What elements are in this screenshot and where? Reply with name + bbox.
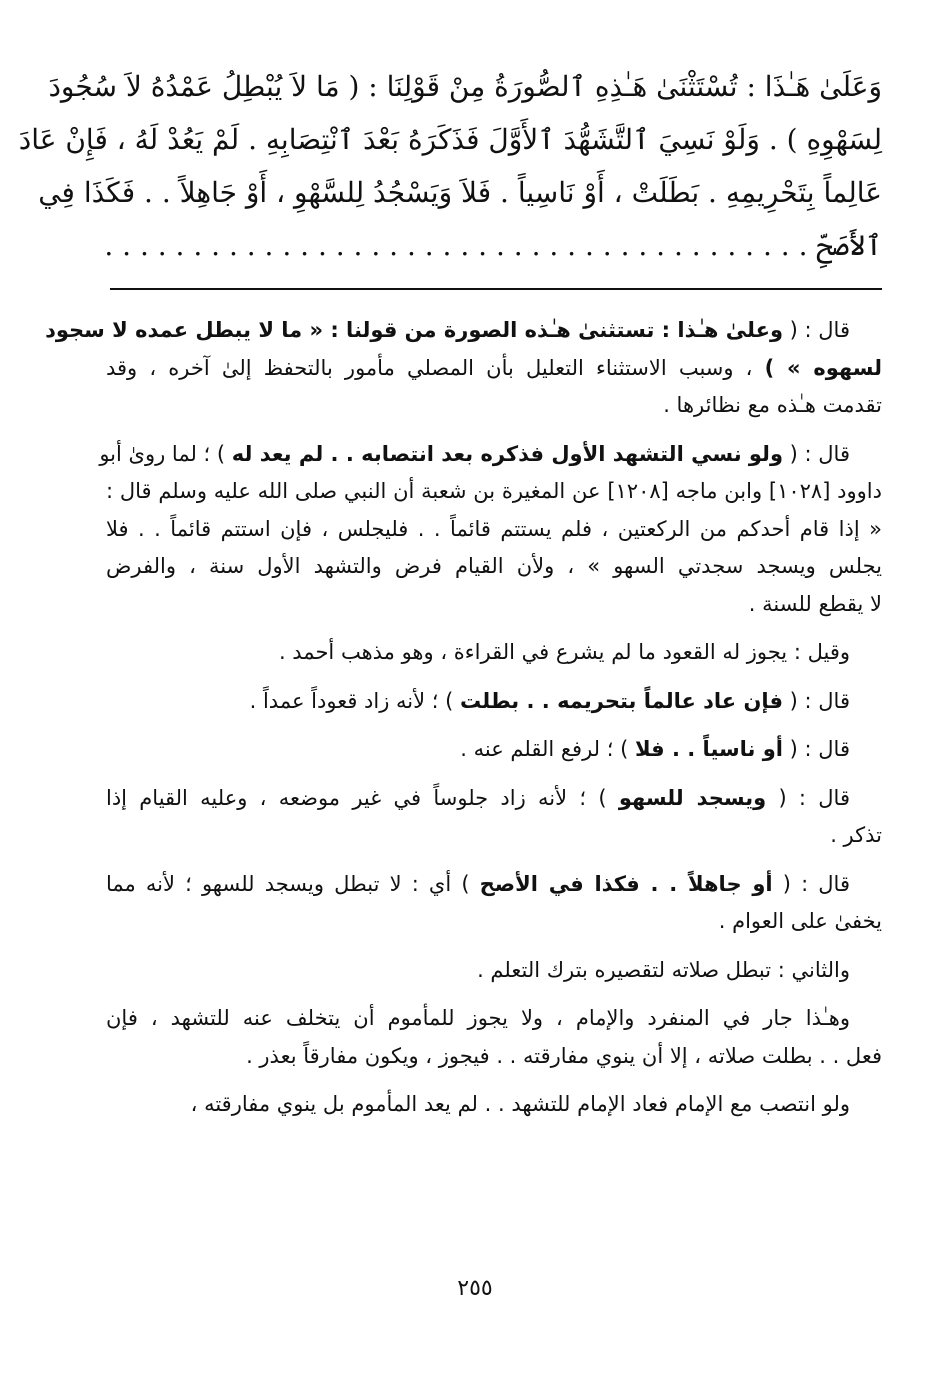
matn-line: عَالِماً بِتَحْرِيمِهِ . بَطَلَتْ ، أَوْ نَاسِياً . فَلاَ وَيَسْجُدُ لِلسَّهْوِ ، أَوْ جَاهِلاً . . فَكَذَا فِي: [38, 176, 882, 209]
commentary-line: داوود [١٠٢٨] وابن ماجه [١٢٠٨] عن المغيرة بن شعبة أن النبي صلى الله عليه وسلم قال :: [106, 479, 882, 503]
matn-quote: وعلىٰ هـٰذا : تستثنىٰ هـٰذه الصورة من قولنا : « ما لا يبطل عمده لا سجود: [45, 318, 783, 342]
commentary-block: [45, 312, 882, 1124]
commentary-line: وقيل : يجوز له القعود ما لم يشرع في القراءة ، وهو مذهب أحمد .: [278, 640, 850, 664]
text-segment: قال : (: [783, 318, 850, 342]
matn-quote: لسهوه » ): [764, 355, 882, 380]
commentary-line: يخفىٰ على العوام .: [718, 909, 882, 933]
commentary-paragraph: [106, 866, 882, 941]
text-segment: ) ؛ لما رویٰ أبو: [99, 441, 232, 466]
commentary-paragraph: [106, 683, 882, 721]
commentary-line: لا يقطع للسنة .: [748, 591, 882, 616]
text-segment: قال : (: [783, 441, 850, 466]
page-number: ٢٥٥: [457, 1276, 493, 1301]
text-segment: قال : (: [783, 737, 850, 761]
commentary-line: ولو انتصب مع الإمام فعاد الإمام للتشهد . . لم يعد المأموم بل ينوي مفارقته ،: [190, 1092, 850, 1116]
matn-quote: أو جاهلاً . . فكذا في الأصح: [479, 871, 773, 896]
commentary-paragraph: [45, 312, 882, 425]
commentary-line: تقدمت هـٰذه مع نظائرها .: [663, 393, 882, 417]
commentary-paragraph: [106, 1086, 882, 1124]
commentary-line: تذكر .: [830, 823, 882, 847]
matn-line: لِسَهْوِهِ ) . وَلَوْ نَسِيَ ٱلتَّشَهُّدَ ٱلأَوَّلَ فَذَكَرَهُ بَعْدَ ٱنْتِصَابِهِ . لَمْ يَعُدْ لَهُ ، فَإِنْ عَادَ: [18, 123, 882, 156]
commentary-paragraph: [106, 952, 882, 990]
commentary-line: [106, 731, 850, 769]
separator-rule: [110, 288, 882, 290]
matn-line: وَعَلَىٰ هَـٰذَا : تُسْتَثْنَىٰ هَـٰذِهِ ٱلصُّورَةُ مِنْ قَوْلِنَا : ( مَا لاَ يُبْطِلُ عَمْدُهُ لاَ سُجُودَ: [48, 70, 882, 103]
commentary-line: « إذا قام أحدكم من الركعتين ، فلم يستتم قائماً . . فليجلس ، فإن استتم قائماً . . فلا: [106, 516, 882, 541]
text-segment: قال : (: [772, 871, 850, 896]
commentary-line: [99, 436, 850, 474]
matn-quote: ويسجد للسهو: [618, 785, 767, 810]
matn-quote: فإن عاد عالماً بتحريمه . . بطلت: [460, 688, 783, 713]
commentary-line: فعل . . بطلت صلاته ، إلا أن ينوي مفارقته . . فيجوز ، ويكون مفارقاً بعذر .: [246, 1043, 882, 1068]
commentary-line: والثاني : تبطل صلاته لتقصيره بترك التعلم .: [477, 957, 850, 982]
matn-quote: ولو نسي التشهد الأول فذكره بعد انتصابه . . لم يعد له: [231, 441, 783, 466]
commentary-line: [106, 683, 850, 721]
commentary-paragraph: [106, 731, 882, 769]
text-segment: ، وسبب الاستثناء التعليل بأن المصلي مأمور بالتحفظ إلىٰ آخره ، وقد: [106, 355, 765, 380]
commentary-line: [106, 866, 850, 904]
matn-line: ٱلأَصَحِّ . . . . . . . . . . . . . . . . . . . . . . . . . . . . . . . . . . . . . . . .: [104, 229, 882, 262]
commentary-line: [106, 780, 850, 818]
commentary-line: وهـٰذا جار في المنفرد والإمام ، ولا يجوز للمأموم أن يتخلف عنه للتشهد ، فإن: [106, 1006, 850, 1030]
text-segment: قال : (: [766, 785, 850, 810]
text-segment: ) ؛ لأنه زاد جلوساً في غير موضعه ، وعليه القيام إذا: [106, 785, 619, 810]
commentary-paragraph: [99, 436, 882, 624]
commentary-paragraph: [106, 634, 882, 672]
commentary-paragraph: [106, 1000, 882, 1075]
text-segment: ) ؛ لرفع القلم عنه .: [460, 737, 635, 761]
matn-quote: أو ناسياً . . فلا: [634, 737, 783, 761]
text-segment: قال : (: [783, 688, 850, 713]
commentary-line: [45, 312, 850, 350]
commentary-paragraph: [106, 780, 882, 855]
commentary-line: يجلس ويسجد سجدتي السهو » ، ولأن القيام فرض والتشهد الأول سنة ، والفرض: [106, 554, 882, 578]
text-segment: ) أي : لا تبطل ويسجد للسهو ؛ لأنه مما: [106, 871, 480, 896]
text-segment: ) ؛ لأنه زاد قعوداً عمداً .: [249, 688, 461, 713]
matn-text-block: [18, 60, 882, 272]
commentary-line: [106, 350, 882, 388]
